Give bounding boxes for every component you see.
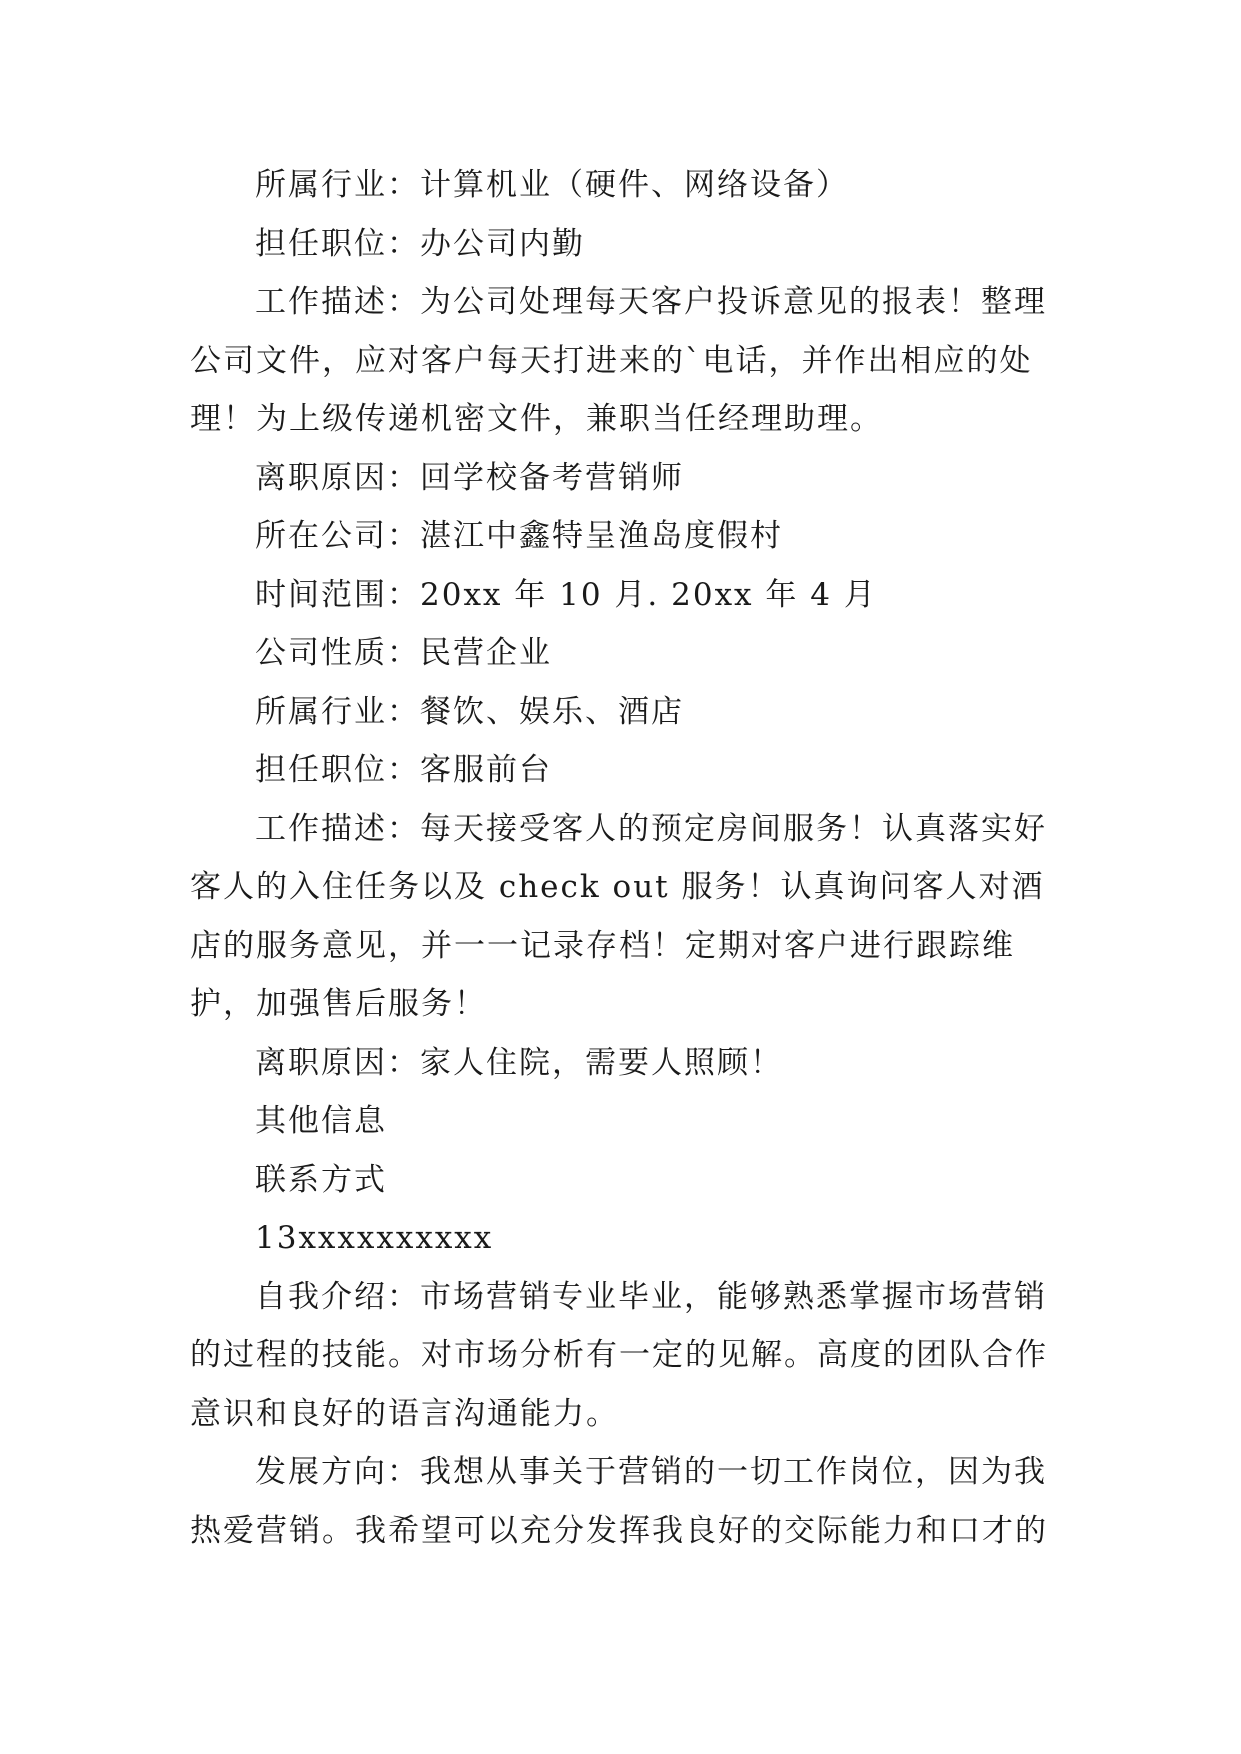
paragraph-career-direction: 发展方向：我想从事关于营销的一切工作岗位，因为我热爱营销。我希望可以充分发挥我良好的交际能力和口才的 bbox=[190, 1454, 1048, 1549]
paragraph-position-1: 担任职位：办公司内勤 bbox=[255, 225, 585, 262]
paragraph-job-description-2: 工作描述：每天接受客人的预定房间服务！认真落实好客人的入住任务以及 check out 服务！认真询问客人对酒店的服务意见，并一一记录存档！定期对客户进行跟踪维护，加强售后服务！ bbox=[190, 810, 1047, 1022]
paragraph-leave-reason-1: 离职原因：回学校备考营销师 bbox=[255, 459, 684, 496]
paragraph-job-description-1: 工作描述：为公司处理每天客户投诉意见的报表！整理公司文件，应对客户每天打进来的`电话，并作出相应的处理！为上级传递机密文件，兼职当任经理助理。 bbox=[190, 284, 1047, 437]
paragraph-time-range-2: 时间范围：20xx 年 10 月. 20xx 年 4 月 bbox=[255, 576, 877, 613]
document-body bbox=[190, 156, 1060, 1560]
paragraph-leave-reason-2: 离职原因：家人住院，需要人照顾！ bbox=[255, 1044, 783, 1081]
paragraph-industry-2: 所属行业：餐饮、娱乐、酒店 bbox=[255, 693, 684, 730]
paragraph-company-2: 所在公司：湛江中鑫特呈渔岛度假村 bbox=[255, 518, 783, 554]
paragraph-self-introduction: 自我介绍：市场营销专业毕业，能够熟悉掌握市场营销的过程的技能。对市场分析有一定的见解。高度的团队合作意识和良好的语言沟通能力。 bbox=[190, 1278, 1048, 1432]
paragraph-company-type-2: 公司性质：民营企业 bbox=[255, 635, 552, 671]
paragraph-position-2: 担任职位：客服前台 bbox=[255, 752, 552, 788]
paragraph-industry-1: 所属行业：计算机业（硬件、网络设备） bbox=[255, 167, 849, 203]
paragraph-contact-heading: 联系方式 bbox=[255, 1161, 387, 1198]
paragraph-phone-number: 13xxxxxxxxxx bbox=[255, 1220, 494, 1256]
paragraph-other-info-heading: 其他信息 bbox=[255, 1103, 387, 1139]
